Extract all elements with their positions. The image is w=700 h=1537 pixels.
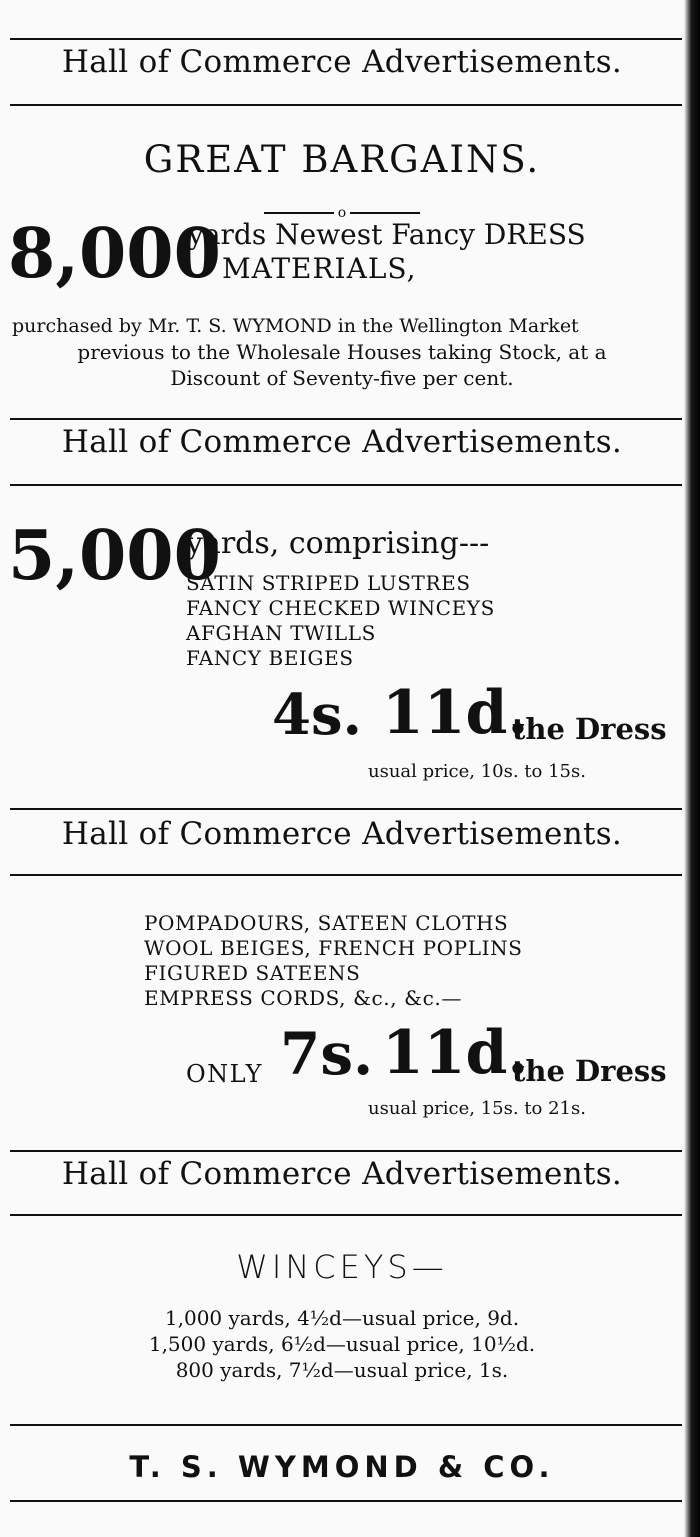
ad3-item: FIGURED SATEENS xyxy=(144,961,361,985)
rule xyxy=(10,484,682,486)
divider-mark: o xyxy=(337,205,347,221)
rule xyxy=(10,104,682,106)
rule xyxy=(10,1500,682,1502)
section-heading: Hall of Commerce Advertisements. xyxy=(61,424,623,460)
page-edge-shadow xyxy=(684,0,700,1537)
rule xyxy=(10,38,682,40)
ad2-comprising: yards, comprising--- xyxy=(186,526,490,561)
ad2-price-suffix: the Dress xyxy=(512,712,667,746)
ad3-price-suffix: the Dress xyxy=(512,1054,667,1088)
firm-name: T. S. WYMOND & CO. xyxy=(129,1450,555,1484)
ad3-usual-price: usual price, 15s. to 21s. xyxy=(368,1098,586,1119)
ad2-usual-price: usual price, 10s. to 15s. xyxy=(368,761,586,782)
section-heading: Hall of Commerce Advertisements. xyxy=(61,816,623,852)
ad2-item: FANCY BEIGES xyxy=(186,646,354,670)
ad4-price-line: 800 yards, 7½d—usual price, 1s. xyxy=(175,1358,509,1382)
rule xyxy=(10,1150,682,1152)
ad3-price-shillings: 7s. xyxy=(280,1020,374,1088)
rule xyxy=(10,1214,682,1216)
ad2-price-shillings: 4s. xyxy=(272,682,362,748)
divider-line xyxy=(264,212,334,214)
ad1-headline-line2: MATERIALS, xyxy=(222,252,417,285)
ad1-headline-line1: yards Newest Fancy DRESS xyxy=(188,218,586,251)
rule xyxy=(10,1424,682,1426)
ad1-quantity: 8,000 xyxy=(8,214,221,294)
ad1-body-line: purchased by Mr. T. S. WYMOND in the Wellington Market xyxy=(12,315,579,337)
divider-line xyxy=(350,212,420,214)
section-heading: Hall of Commerce Advertisements. xyxy=(61,44,623,80)
ad4-price-line: 1,000 yards, 4½d—usual price, 9d. xyxy=(164,1306,520,1330)
ad3-only-label: ONLY xyxy=(186,1060,263,1088)
ad3-price-pence: 11d. xyxy=(382,1018,529,1088)
ad1-body-line: Discount of Seventy-five per cent. xyxy=(170,366,514,390)
ad3-item: POMPADOURS, SATEEN CLOTHS xyxy=(144,911,509,935)
ad2-item: SATIN STRIPED LUSTRES xyxy=(186,571,471,595)
rule xyxy=(10,874,682,876)
ad4-title: WINCEYS— xyxy=(236,1248,448,1286)
ad1-title: GREAT BARGAINS. xyxy=(143,138,541,181)
rule xyxy=(10,418,682,420)
ad2-item: FANCY CHECKED WINCEYS xyxy=(186,596,495,620)
ad2-price-pence: 11d. xyxy=(382,678,529,748)
ad3-item: EMPRESS CORDS, &c., &c.— xyxy=(144,986,462,1010)
ad4-price-line: 1,500 yards, 6½d—usual price, 10½d. xyxy=(148,1332,536,1356)
ad1-body-line: previous to the Wholesale Houses taking Stock, at a xyxy=(77,340,607,364)
ad2-quantity: 5,000 xyxy=(8,516,221,596)
section-heading: Hall of Commerce Advertisements. xyxy=(61,1156,623,1192)
ad2-item: AFGHAN TWILLS xyxy=(186,621,376,645)
rule xyxy=(10,808,682,810)
ad3-item: WOOL BEIGES, FRENCH POPLINS xyxy=(144,936,523,960)
